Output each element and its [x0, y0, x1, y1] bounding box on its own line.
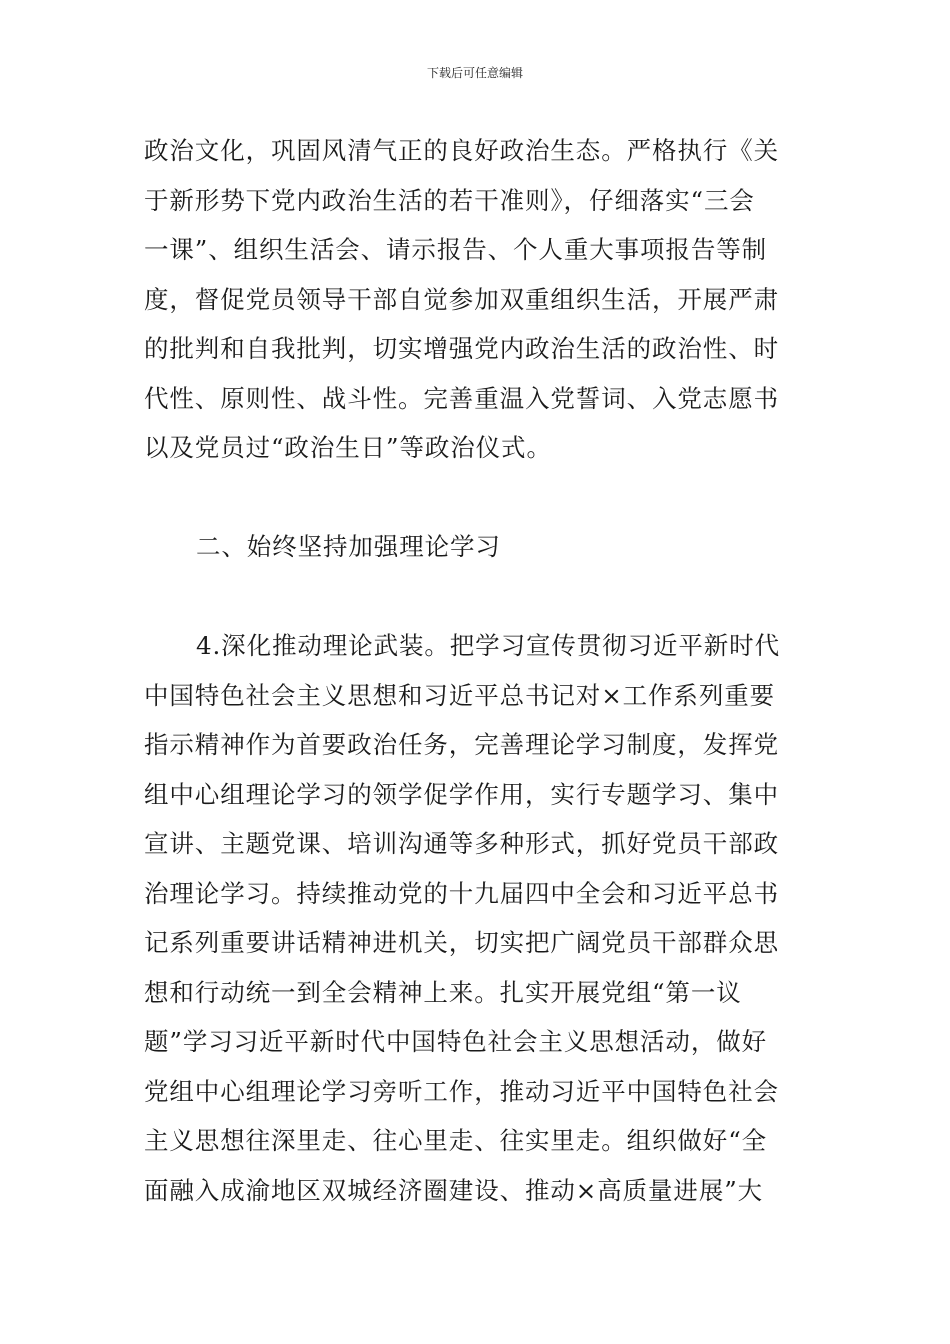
paragraph-line: 想和行动统一到全会精神上来。扎实开展党组“第一议	[144, 977, 742, 1007]
paragraph-line: 指示精神作为首要政治任务，完善理论学习制度，发挥党	[144, 730, 779, 759]
paragraph-line: 题”学习习近平新时代中国特色社会主义思想活动，做好	[144, 1027, 768, 1056]
paragraph-line: 以及党员过“政治生日”等政治仪式。	[144, 433, 552, 462]
blank-line	[144, 473, 810, 523]
paragraph-line: 面融入成渝地区双城经济圈建设、推动×高质量进展”大	[144, 1175, 764, 1205]
paragraph-political-culture	[144, 126, 810, 473]
paragraph-line: 组中心组理论学习的领学促学作用，实行专题学习、集中	[144, 779, 779, 809]
paragraph-line: 党组中心组理论学习旁听工作，推动习近平中国特色社会	[144, 1076, 779, 1106]
paragraph-line: 的批判和自我批判，切实增强党内政治生活的政治性、时	[144, 334, 779, 363]
paragraph-line: 一课”、组织生活会、请示报告、个人重大事项报告等制	[144, 235, 768, 264]
paragraph-line: 4.深化推动理论武装。把学习宣传贯彻习近平新时代	[196, 631, 780, 660]
page-header: 下载后可任意编辑	[426, 66, 523, 80]
paragraph-theory-study	[144, 621, 810, 1215]
paragraph-line: 记系列重要讲话精神进机关，切实把广阔党员干部群众思	[144, 928, 779, 957]
paragraph-line: 治理论学习。持续推动党的十九届四中全会和习近平总书	[144, 878, 779, 908]
section-heading: 二、始终坚持加强理论学习	[196, 532, 501, 561]
paragraph-line: 宣讲、主题党课、培训沟通等多种形式，抓好党员干部政	[144, 829, 779, 858]
blank-line	[144, 572, 810, 622]
document-body	[144, 126, 810, 1215]
paragraph-line: 于新形势下党内政治生活的若干准则》，仔细落实“三会	[144, 185, 755, 215]
paragraph-line: 主义思想往深里走、往心里走、往实里走。组织做好“全	[144, 1126, 768, 1155]
paragraph-line: 政治文化，巩固风清气正的良好政治生态。严格执行《关	[144, 136, 779, 165]
paragraph-line: 度，督促党员领导干部自觉参加双重组织生活，开展严肃	[144, 284, 779, 314]
paragraph-line: 中国特色社会主义思想和习近平总书记对×工作系列重要	[144, 680, 776, 710]
paragraph-line: 代性、原则性、战斗性。完善重温入党誓词、入党志愿书	[144, 383, 779, 413]
